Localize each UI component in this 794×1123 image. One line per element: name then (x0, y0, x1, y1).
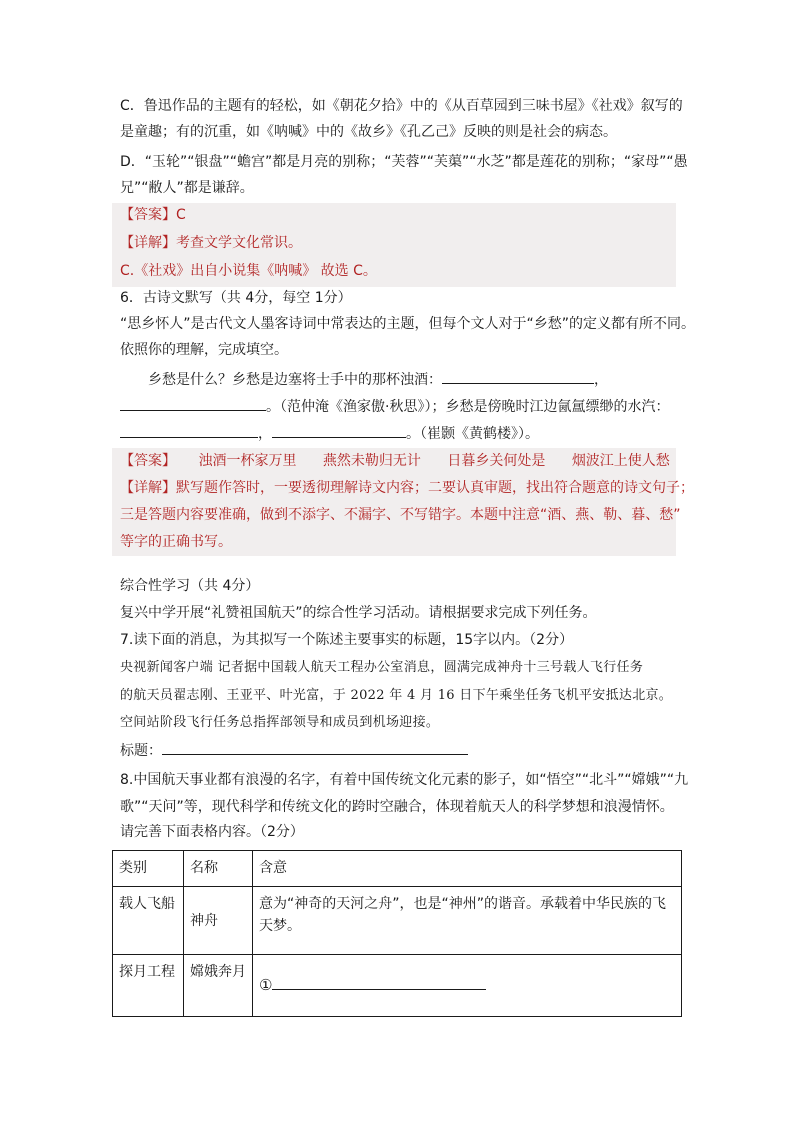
row2-meaning-marker: ① (259, 976, 273, 994)
q6-fill-line-2 (120, 396, 669, 417)
header-name: 名称 (184, 851, 253, 887)
blank-3[interactable] (120, 423, 258, 438)
row1-category: 载人飞船 (113, 887, 184, 955)
table-row (113, 955, 682, 1017)
q6-intro-1: “思乡怀人”是古代文人墨客诗词中常表达的主题，但每个文人对于“乡愁”的定义都有所不同。 (120, 316, 696, 332)
option-c-line1: C．鲁迅作品的主题有的轻松，如《朝花夕拾》中的《从百草园到三味书屋》《社戏》叙写的 (120, 98, 683, 114)
row2-meaning-cell (253, 955, 682, 1017)
space-names-table (112, 850, 682, 1017)
section-intro: 复兴中学开展“礼赞祖国航天”的综合性学习活动。请根据要求完成下列任务。 (120, 605, 597, 621)
q5-detail: 【详解】考查文学文化常识。 (120, 235, 302, 251)
q6-title: 6．古诗文默写（共 4分，每空 1分） (120, 290, 352, 306)
news-line-3: 空间站阶段飞行任务总指挥部领导和成员到机场迎接。 (120, 715, 440, 730)
row1-name: 神舟 (184, 887, 253, 955)
blank-4[interactable] (272, 423, 406, 438)
q7-answer-line (120, 740, 468, 761)
header-category: 类别 (113, 851, 184, 887)
option-c-line2: 是童趣；有的沉重，如《呐喊》中的《故乡》《孔乙己》反映的则是社会的病态。 (120, 124, 617, 140)
section-title: 综合性学习（共 4分） (120, 578, 260, 594)
header-meaning: 含意 (253, 851, 682, 887)
q7-label: 标题： (120, 743, 162, 759)
q6-detail-2: 三是答题内容要准确，做到不添字、不漏字、不写错字。本题中注意“酒、燕、勒、暮、愁” (120, 507, 681, 523)
q6-comma-2: ， (258, 426, 272, 442)
blank-1[interactable] (442, 369, 594, 384)
row1-meaning: 意为“神奇的天河之舟”，也是“神州”的谐音。承载着中华民族的飞天梦。 (253, 887, 682, 955)
q6-answer-3: 日暮乡关何处是 (447, 453, 546, 469)
q6-answer-1: 浊酒一杯家万里 (198, 453, 297, 469)
q6-answer-4: 烟波江上使人愁 (571, 453, 670, 469)
q7-title: 7.读下面的消息，为其拟写一个陈述主要事实的标题，15字以内。（2分） (120, 632, 574, 648)
row2-name: 嫦娥奔月 (184, 955, 253, 1017)
table-header-row (113, 851, 682, 887)
table-row (113, 887, 682, 955)
news-line-1: 央视新闻客户端 记者据中国载人航天工程办公室消息，圆满完成神舟十三号载人飞行任务 (120, 660, 644, 675)
q6-answer-2: 燕然未勒归无计 (322, 453, 421, 469)
option-d-line1: D．“玉轮”“银盘”“蟾宫”都是月亮的别称；“芙蓉”“芙蕖”“水芝”都是莲花的别称；“家母”“愚 (120, 154, 688, 170)
row2-meaning-blank[interactable] (272, 975, 486, 990)
q6-answer-label: 【答案】 (120, 453, 176, 469)
option-d-line2: 兄”“敝人”都是谦辞。 (120, 180, 254, 196)
q6-comma: ， (594, 372, 608, 388)
q6-fill-text-2: 。（范仲淹《渔家傲·秋思》）；乡愁是傍晚时江边氤氲缥缈的水汽： (266, 399, 670, 415)
q6-fill-text-3: 。（崔颢《黄鹤楼》）。 (406, 426, 539, 442)
q8-line-1: 8.中国航天事业都有浪漫的名字，有着中国传统文化元素的影子，如“悟空”“北斗”“嫦娥”“九 (120, 772, 689, 788)
q7-title-blank[interactable] (162, 740, 468, 755)
blank-2[interactable] (120, 396, 266, 411)
q8-line-2: 歌”“天问”等，现代科学和传统文化的跨时空融合，体现着航天人的科学梦想和浪漫情怀。 (120, 799, 674, 815)
q6-intro-2: 依照你的理解，完成填空。 (120, 342, 288, 358)
q8-line-3: 请完善下面表格内容。（2分） (120, 824, 304, 840)
q6-detail-1: 【详解】默写题作答时，一要透彻理解诗文内容；二要认真审题，找出符合题意的诗文句子； (120, 480, 694, 496)
q6-fill-text-1: 乡愁是什么？乡愁是边塞将士手中的那杯浊酒： (148, 372, 442, 388)
q6-detail-3: 等字的正确书写。 (120, 534, 232, 550)
news-line-2: 的航天员翟志刚、王亚平、叶光富，于 2022 年 4 月 16 日下午乘坐任务飞机平安抵达北京。 (120, 688, 673, 703)
row2-category: 探月工程 (113, 955, 184, 1017)
q5-detail-2: C.《社戏》出自小说集《呐喊》 故选 C。 (120, 263, 377, 279)
q6-answer (120, 451, 670, 471)
q5-answer: 【答案】C (120, 207, 186, 223)
q6-fill-line-3 (120, 423, 539, 444)
q6-fill-line-1 (148, 369, 608, 390)
